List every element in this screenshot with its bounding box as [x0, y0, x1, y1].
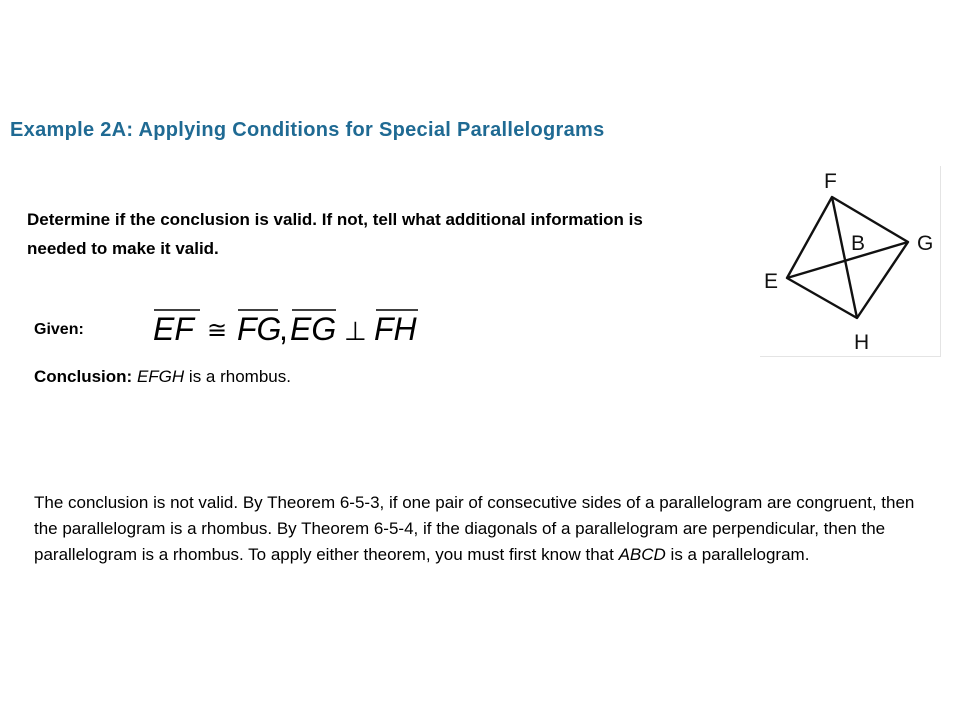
intersection-label-b: B	[851, 232, 866, 255]
answer-text-part2: is a parallelogram.	[665, 545, 810, 564]
vertex-label-e: E	[764, 270, 779, 293]
segment-ef: EF	[153, 311, 194, 347]
segment-fg: FG	[237, 311, 282, 347]
vertex-label-h: H	[854, 331, 870, 354]
perpendicular-symbol: ⊥	[344, 317, 367, 347]
comma: ,	[279, 311, 288, 347]
vertex-label-f: F	[824, 170, 837, 193]
answer-text-part1: The conclusion is not valid. By Theorem 6-5-3, if one pair of consecutive sides of a parallelogram are congruent, then the parallelogram is a rhombus. By Theorem 6-5-4, if the diagonals of a parallelogram are perpendicular, then the parallelogram is a rhombus. To apply either theorem, you must first know that	[34, 493, 915, 564]
conclusion-text: is a rhombus.	[184, 367, 291, 386]
rhombus-figure	[760, 166, 940, 356]
given-label: Given:	[34, 321, 84, 338]
rhombus-diagram	[760, 166, 941, 357]
segment-fh: FH	[374, 311, 417, 347]
problem-prompt: Determine if the conclusion is valid. If not, tell what additional information is needed to make it valid.	[27, 210, 643, 258]
congruent-symbol: ≅	[207, 316, 228, 344]
vertex-label-g: G	[917, 232, 934, 255]
quadrilateral-efgh	[787, 197, 908, 318]
conclusion-figure: EFGH	[136, 367, 185, 386]
segment-eg: EG	[290, 311, 337, 347]
given-expression	[152, 300, 424, 350]
conclusion	[34, 367, 291, 387]
answer-paragraph	[34, 490, 924, 568]
page-title: Example 2A: Applying Conditions for Special Parallelograms	[10, 119, 605, 141]
answer-figure: ABCD	[618, 545, 666, 564]
conclusion-label: Conclusion:	[34, 367, 133, 386]
